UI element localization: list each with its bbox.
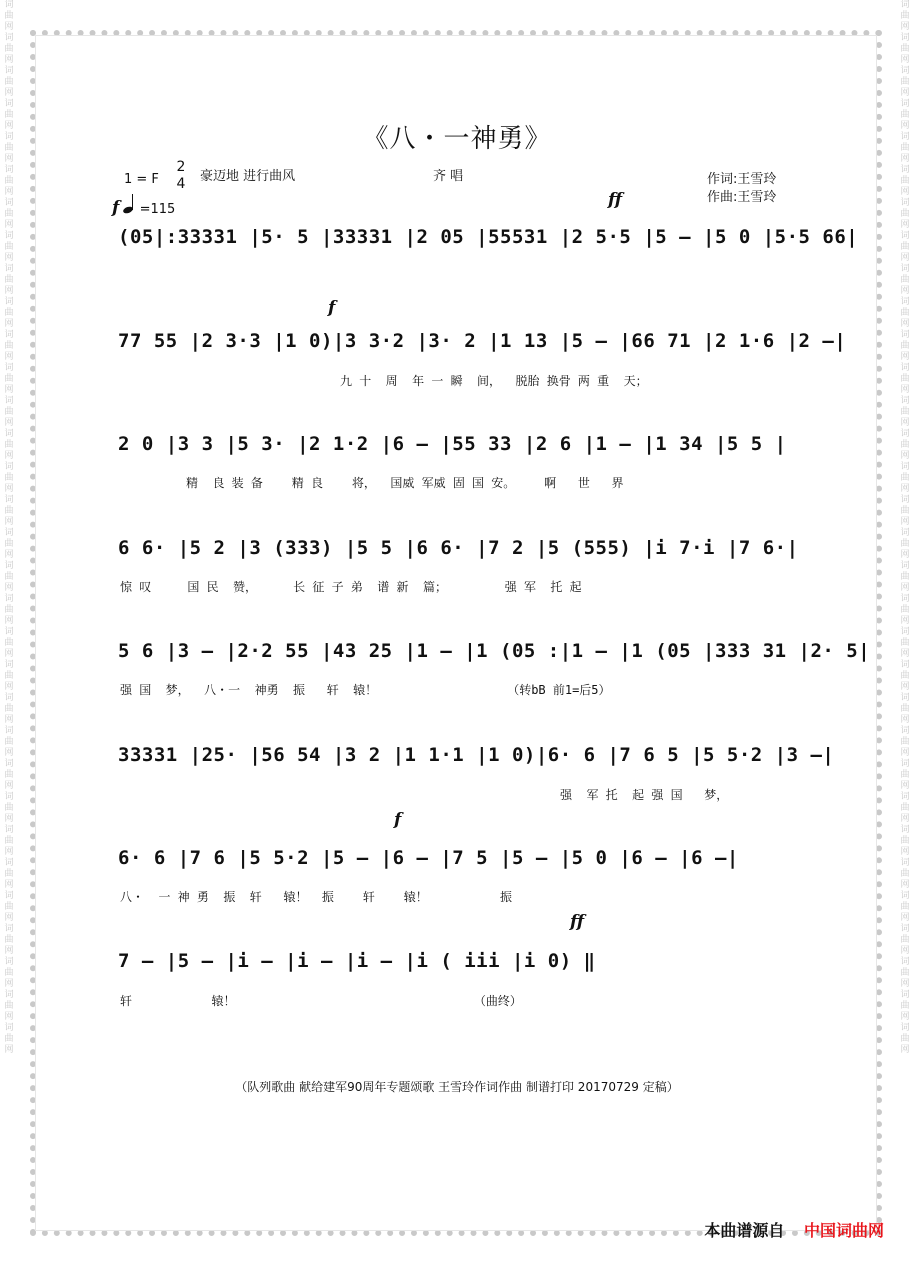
notation-line-4: 6 6· |5 2 |3 (333) |5 5 |6 6· |7 2 |5 (555) |i 7·i |7 6·| [118,537,799,559]
notation-line-8: 7 – |5 – |i – |i – |i – |i ( iii |i 0) ‖ [118,950,596,972]
side-watermark-right: 词曲网词曲网词曲网词曲网词曲网词曲网词曲网词曲网词曲网词曲网词曲网词曲网词曲网词曲网词曲网词曲网词曲网词曲网词曲网词曲网词曲网词曲网词曲网词曲网词曲网词曲网词曲网词曲网词曲网词曲网词曲网词曲网 [900,0,910,1055]
source-credit [704,1218,884,1241]
source-label: 本曲谱源自 [704,1221,785,1240]
time-signature-top: 2 [176,159,186,175]
notation-line-2: 77 55 |2 3·3 |1 0)|3 3·2 |3· 2 |1 13 |5 – |66 71 |2 1·6 |2 –| [118,330,847,352]
performance-type: 齐 唱 [433,169,464,184]
lyric-line-4: 强 国 梦， 八・一 神勇 振 轩 辕！ （转bB 前1=后5） [120,683,611,697]
source-brand-link[interactable]: 中国词曲网 [803,1221,884,1240]
lyricist-credit: 作词:王雪玲 [707,172,777,187]
lyric-line-2: 精 良 装 备 精 良 将， 国威 军威 固 国 安。 啊 世 界 [186,476,624,490]
time-signature [174,159,188,193]
notation-line-7: 6· 6 |7 6 |5 5·2 |5 – |6 – |7 5 |5 – |5 0 |6 – |6 –| [118,847,739,869]
song-title: 《八・一神勇》 [362,124,552,154]
dynamic-ff-2: ff [570,912,585,932]
lyric-line-3: 惊 叹 国 民 赞， 长 征 子 弟 谱 新 篇； 强 军 托 起 [120,580,582,594]
style-marking: 豪迈地 进行曲风 [200,169,296,184]
time-signature-bottom: 4 [176,176,186,192]
key-signature: 1 = F [124,172,159,187]
tempo-dynamic: f [112,198,120,218]
note-stem [132,194,133,210]
lyric-line-1: 九 十 周 年 一 瞬 间， 脱胎 换骨 两 重 天； [340,374,648,388]
footer-note: （队列歌曲 献给建军90周年专题颂歌 王雪玲作词作曲 制谱打印 20170729 定稿） [235,1080,679,1094]
tempo-marking [112,198,175,218]
lyric-line-6: 八・ 一 神 勇 振 轩 辕！ 振 轩 辕！ 振 [120,890,512,904]
dynamic-f-1: f [328,298,336,318]
side-watermark-left: 词曲网词曲网词曲网词曲网词曲网词曲网词曲网词曲网词曲网词曲网词曲网词曲网词曲网词曲网词曲网词曲网词曲网词曲网词曲网词曲网词曲网词曲网词曲网词曲网词曲网词曲网词曲网词曲网词曲网词曲网词曲网词曲网 [4,0,14,1055]
tempo-value: =115 [139,202,176,217]
dynamic-f-2: f [394,810,402,830]
lyric-line-7: 轩 辕！ （曲终） [120,994,522,1008]
notation-line-1: (05|:33331 |5· 5 |33331 |2 05 |55531 |2 5·5 |5 – |5 0 |5·5 66| [118,226,859,248]
notation-line-3: 2 0 |3 3 |5 3· |2 1·2 |6 – |55 33 |2 6 |1 – |1 34 |5 5 | [118,433,787,455]
lyric-line-5: 强 军 托 起 强 国 梦， [560,788,729,802]
notation-line-6: 33331 |25· |56 54 |3 2 |1 1·1 |1 0)|6· 6 |7 6 5 |5 5·2 |3 –| [118,744,835,766]
composer-credit: 作曲:王雪玲 [707,190,777,205]
notation-line-5: 5 6 |3 – |2·2 55 |43 25 |1 – |1 (05 :|1 – |1 (05 |333 31 |2· 5| [118,640,871,662]
dynamic-ff-1: ff [608,190,623,210]
